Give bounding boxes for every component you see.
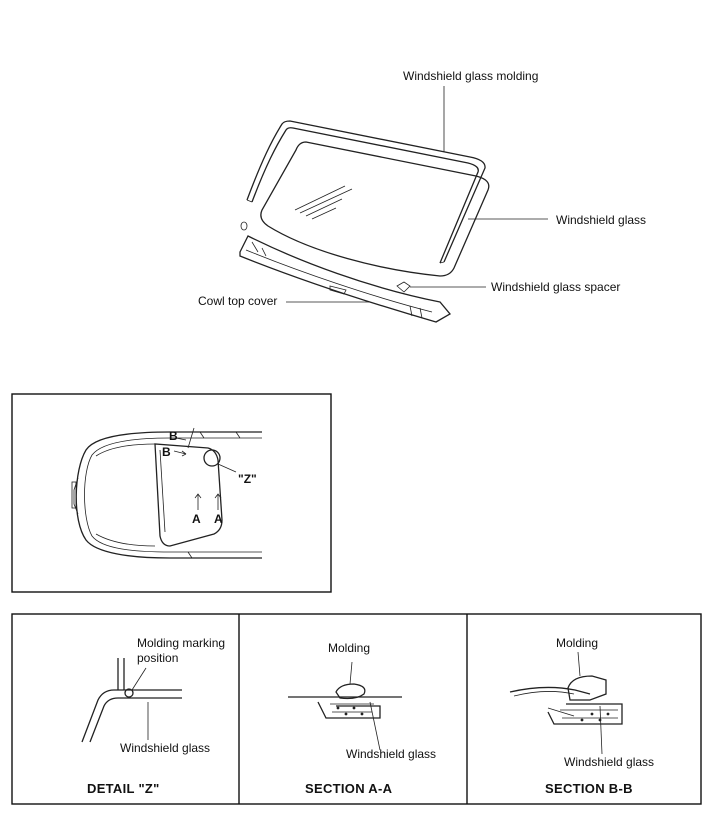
molding-clip [241,222,247,230]
section-bb-drawing [510,652,622,754]
label-section-aa-glass: Windshield glass [346,747,437,761]
detail-z-drawing [82,658,182,742]
label-windshield-glass: Windshield glass [556,213,647,227]
caption-detail-z: DETAIL "Z" [87,781,160,796]
label-detail-z: "Z" [238,472,257,486]
windshield-molding-shape [247,121,485,263]
label-windshield-glass-spacer: Windshield glass spacer [491,280,621,294]
caption-section-aa: SECTION A-A [305,781,393,796]
label-windshield-glass-molding: Windshield glass molding [403,69,539,83]
label-section-bb-molding: Molding [556,636,599,650]
label-section-aa-molding: Molding [328,641,371,655]
label-detail-z-glass: Windshield glass [120,741,211,755]
windshield-glass-shape [261,142,489,276]
label-section-b-upper: B [169,429,178,443]
section-aa-drawing [288,662,402,750]
cowl-top-cover-shape [240,236,450,322]
label-section-b-lower: B [162,445,171,459]
windshield-spacer-shape [397,282,410,292]
label-molding-marking: Molding marking [137,636,226,650]
label-molding-marking-position: position [137,651,179,665]
label-section-a-right: A [214,512,223,526]
label-section-a-left: A [192,512,201,526]
caption-section-bb: SECTION B-B [545,781,633,796]
label-cowl-top-cover: Cowl top cover [198,294,278,308]
car-view-frame [12,394,331,592]
label-section-bb-glass: Windshield glass [564,755,655,769]
